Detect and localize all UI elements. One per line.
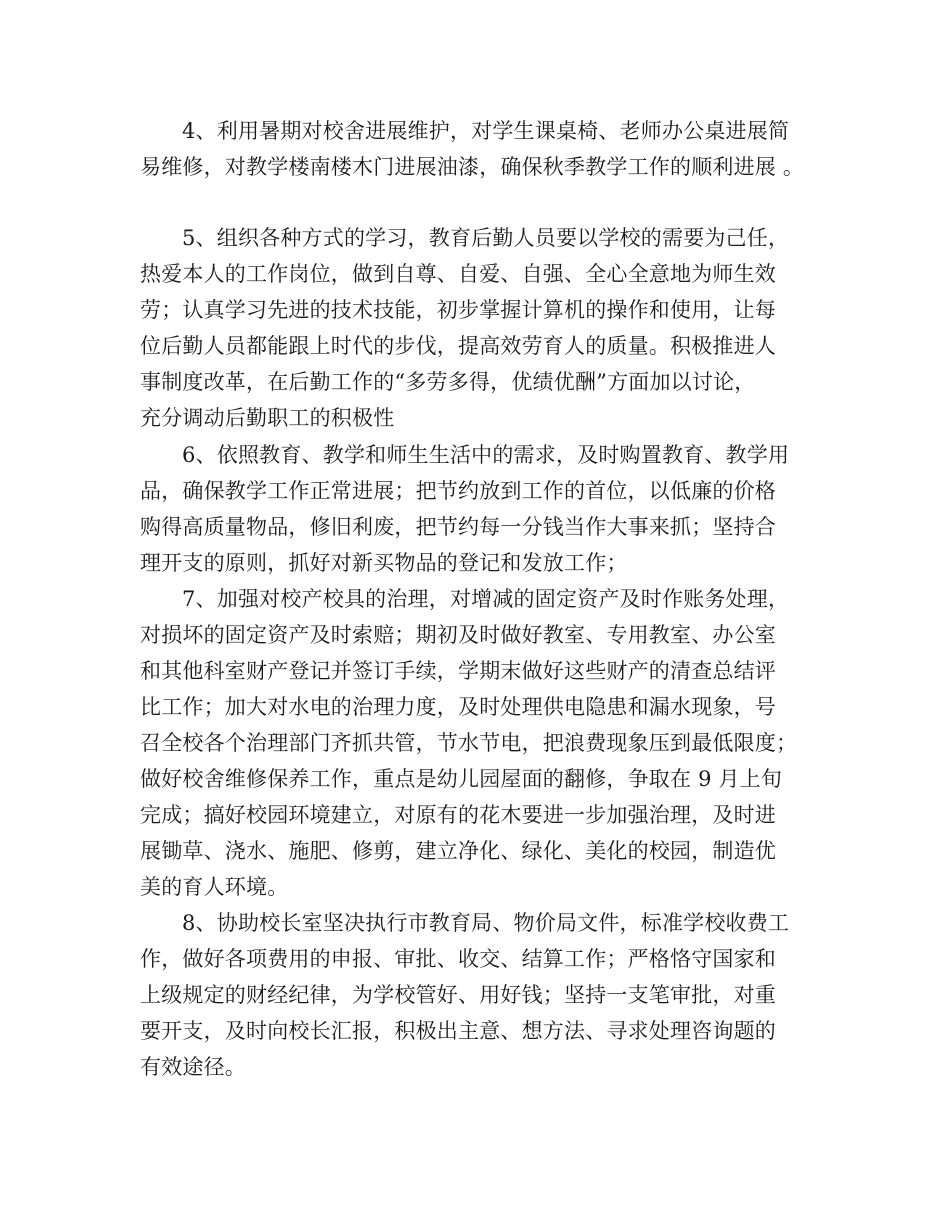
text-line: 热爱本人的工作岗位，做到自尊、自爱、自强、全心全意地为师生效 xyxy=(140,262,776,286)
text-line: 和其他科室财产登记并签订手续，学期末做好这些财产的清查总结评 xyxy=(140,659,776,683)
text-line: 比工作；加大对水电的治理力度，及时处理供电隐患和漏水现象，号 xyxy=(140,695,776,719)
paragraph-4 xyxy=(140,113,820,185)
text-line: 劳；认真学习先进的技术技能，初步掌握计算机的操作和使用，让每 xyxy=(140,298,776,322)
text-line: 完成；搞好校园环境建立，对原有的花木要进一步加强治理，及时进 xyxy=(140,803,776,827)
paragraph-8 xyxy=(140,905,820,1085)
text-line: 品，确保教学工作正常进展；把节约放到工作的首位，以低廉的价格 xyxy=(140,479,776,503)
paragraph-7 xyxy=(140,581,820,905)
text-line: 要开支，及时向校长汇报，积极出主意、想方法、寻求处理咨询题的 xyxy=(140,1019,776,1043)
text-line: 有效途径。 xyxy=(140,1055,246,1079)
text-line: 美的育人环境。 xyxy=(140,875,289,899)
text-line: 位后勤人员都能跟上时代的步伐，提高效劳育人的质量。积极推进人 xyxy=(140,334,776,358)
text-line: 购得高质量物品，修旧利废，把节约每一分钱当作大事来抓；坚持合 xyxy=(140,515,776,539)
text-line: 事制度改革，在后勤工作的“多劳多得，优绩优酬”方面加以讨论， xyxy=(140,370,756,394)
text-line: 8、协助校长室坚决执行市教育局、物价局文件，标准学校收费工 xyxy=(182,911,790,935)
text-line: 对损坏的固定资产及时索赔；期初及时做好教室、专用教室、办公室 xyxy=(140,623,776,647)
text-line: 上级规定的财经纪律，为学校管好、用好钱；坚持一支笔审批，对重 xyxy=(140,983,776,1007)
paragraph-5 xyxy=(140,220,820,436)
text-line: 6、依照教育、教学和师生生活中的需求，及时购置教育、教学用 xyxy=(182,443,790,467)
text-line: 7、加强对校产校具的治理，对增减的固定资产及时作账务处理， xyxy=(182,587,790,611)
text-line: 召全校各个治理部门齐抓共管，节水节电，把浪费现象压到最低限度； xyxy=(140,731,798,755)
text-line: 展锄草、浇水、施肥、修剪，建立净化、绿化、美化的校园，制造优 xyxy=(140,839,776,863)
text-line: 易维修，对教学楼南楼木门进展油漆，确保秋季教学工作的顺利进展 。 xyxy=(140,155,805,179)
paragraph-6 xyxy=(140,437,820,581)
text-line: 作，做好各项费用的申报、审批、收交、结算工作；严格恪守国家和 xyxy=(140,947,776,971)
text-line: 理开支的原则，抓好对新买物品的登记和发放工作； xyxy=(140,551,628,575)
text-line: 5、组织各种方式的学习，教育后勤人员要以学校的需要为己任， xyxy=(182,226,790,250)
text-line: 充分调动后勤职工的积极性 xyxy=(140,406,395,430)
text-line: 做好校舍维修保养工作，重点是幼儿园屋面的翻修，争取在 9 月上旬 xyxy=(140,767,783,791)
text-line: 4、利用暑期对校舍进展维护，对学生课桌椅、老师办公桌进展简 xyxy=(182,119,790,143)
